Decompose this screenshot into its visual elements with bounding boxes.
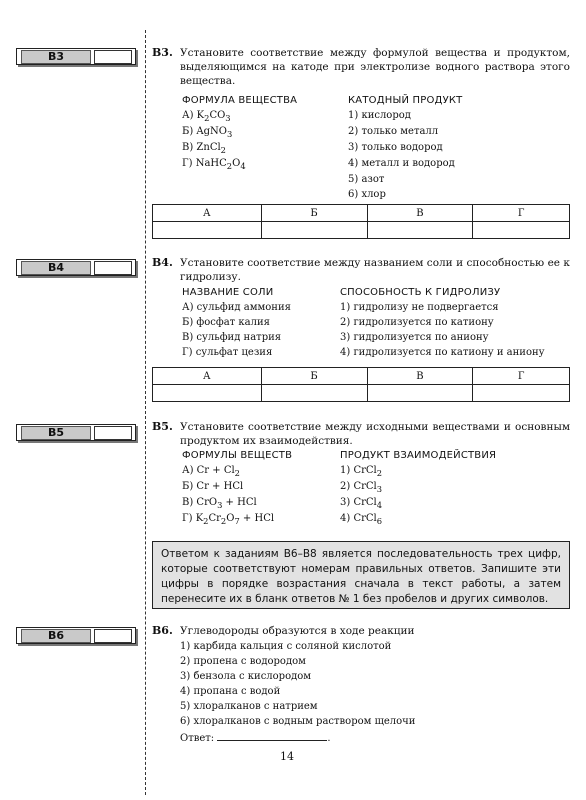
left-item: Б) фосфат калия: [182, 317, 270, 328]
answer-tag-b3: [16, 48, 136, 65]
answer-cell[interactable]: [367, 222, 473, 239]
option-item: 3) бензола с кислородом: [180, 671, 312, 682]
answer-cell[interactable]: [261, 385, 367, 402]
tag-code: В3: [21, 50, 91, 64]
table-header: А: [153, 368, 262, 385]
table-header: Г: [473, 368, 570, 385]
answer-cell[interactable]: [473, 222, 570, 239]
right-item: 1) гидролизу не подвергается: [340, 302, 499, 313]
left-item: А) $Cr + Cl_2$: [182, 465, 240, 478]
left-item: Б) Cr + HCl: [182, 481, 244, 492]
table-header: В: [367, 205, 473, 222]
answer-table: [152, 204, 570, 239]
right-item: 5) азот: [348, 174, 385, 185]
answer-label: Ответ:: [180, 733, 215, 744]
tag-code: В4: [21, 261, 91, 275]
table-header: Б: [261, 368, 367, 385]
right-column-header: КАТОДНЫЙ ПРОДУКТ: [348, 95, 463, 106]
tag-answer-box[interactable]: [94, 629, 132, 643]
tag-code: В5: [21, 426, 91, 440]
answer-cell[interactable]: [367, 385, 473, 402]
right-item: 4) гидролизуется по катиону и аниону: [340, 347, 545, 358]
answer-tag-b5: [16, 424, 136, 441]
right-item: 4) CrCl$_6$: [340, 513, 383, 526]
left-item: В) сульфид натрия: [182, 332, 282, 343]
question-text: Установите соответствие между формулой вещества и продуктом, выделяющимся на катоде при электролизе водного раствора этого вещества.: [180, 47, 570, 87]
answer-tag-b6: [16, 627, 136, 644]
answer-table: [152, 367, 570, 402]
left-item: Б) AgNO$_3$: [182, 126, 233, 139]
question-number: В4.: [152, 256, 173, 269]
left-column-header: ФОРМУЛЫ ВЕЩЕСТВ: [182, 450, 293, 461]
right-item: 4) металл и водород: [348, 158, 455, 169]
right-item: 3) CrCl$_4$: [340, 497, 383, 510]
left-column-header: НАЗВАНИЕ СОЛИ: [182, 287, 274, 298]
right-item: 2) CrCl$_3$: [340, 481, 383, 494]
left-item: Г) $NaHC_2O_4$: [182, 158, 246, 171]
right-item: 2) только металл: [348, 126, 439, 137]
answer-input-line[interactable]: [217, 730, 327, 741]
table-header: Г: [473, 205, 570, 222]
right-item: 1) кислород: [348, 110, 411, 121]
left-item: В) CrO$_3$ + HCl: [182, 497, 257, 510]
left-item: А) $K_2CO_3$: [182, 110, 231, 123]
left-item: Г) сульфат цезия: [182, 347, 273, 358]
instruction-note: Ответом к заданиям В6–В8 является последовательность трех цифр, которые соответствуют номерам правильных ответов. Запишите эти цифры в порядке возрастания сначала в текст работы, а затем перенесите их в бланк ответов № 1 без пробелов и других символов.: [152, 541, 570, 609]
question-number: В6.: [152, 624, 173, 637]
right-column-header: СПОСОБНОСТЬ К ГИДРОЛИЗУ: [340, 287, 501, 298]
right-column-header: ПРОДУКТ ВЗАИМОДЕЙСТВИЯ: [340, 450, 497, 461]
question-text: Установите соответствие между исходными веществами и основным продуктом их взаимодействия.: [180, 421, 570, 447]
left-column-header: ФОРМУЛА ВЕЩЕСТВА: [182, 95, 298, 106]
cut-line: [145, 30, 146, 795]
answer-cell[interactable]: [153, 385, 262, 402]
tag-answer-box[interactable]: [94, 50, 132, 64]
tag-answer-box[interactable]: [94, 261, 132, 275]
tag-code: В6: [21, 629, 91, 643]
tag-answer-box[interactable]: [94, 426, 132, 440]
page-number: 14: [280, 750, 294, 763]
table-header: А: [153, 205, 262, 222]
option-item: 5) хлоралканов с натрием: [180, 701, 318, 712]
left-item: Г) $K_2Cr_2O_7$ + HCl: [182, 513, 275, 526]
question-text: Установите соответствие между названием соли и способностью ее к гидролизу.: [180, 257, 570, 283]
option-item: 6) хлоралканов с водным раствором щелочи: [180, 716, 416, 727]
table-header: В: [367, 368, 473, 385]
question-text: Углеводороды образуются в ходе реакции: [180, 625, 415, 637]
answer-cell[interactable]: [153, 222, 262, 239]
right-item: 3) гидролизуется по аниону: [340, 332, 489, 343]
answer-tag-b4: [16, 259, 136, 276]
table-header: Б: [261, 205, 367, 222]
left-item: А) сульфид аммония: [182, 302, 291, 313]
answer-cell[interactable]: [473, 385, 570, 402]
option-item: 4) пропана с водой: [180, 686, 281, 697]
question-number: В5.: [152, 420, 173, 433]
right-item: 3) только водород: [348, 142, 443, 153]
answer-cell[interactable]: [261, 222, 367, 239]
right-item: 1) CrCl$_2$: [340, 465, 383, 478]
option-item: 1) карбида кальция с соляной кислотой: [180, 641, 392, 652]
right-item: 2) гидролизуется по катиону: [340, 317, 494, 328]
left-item: В) ZnCl$_2$: [182, 142, 226, 155]
question-number: В3.: [152, 46, 173, 59]
answer-line: Ответ: .: [180, 730, 331, 745]
right-item: 6) хлор: [348, 189, 386, 200]
option-item: 2) пропена с водородом: [180, 656, 306, 667]
